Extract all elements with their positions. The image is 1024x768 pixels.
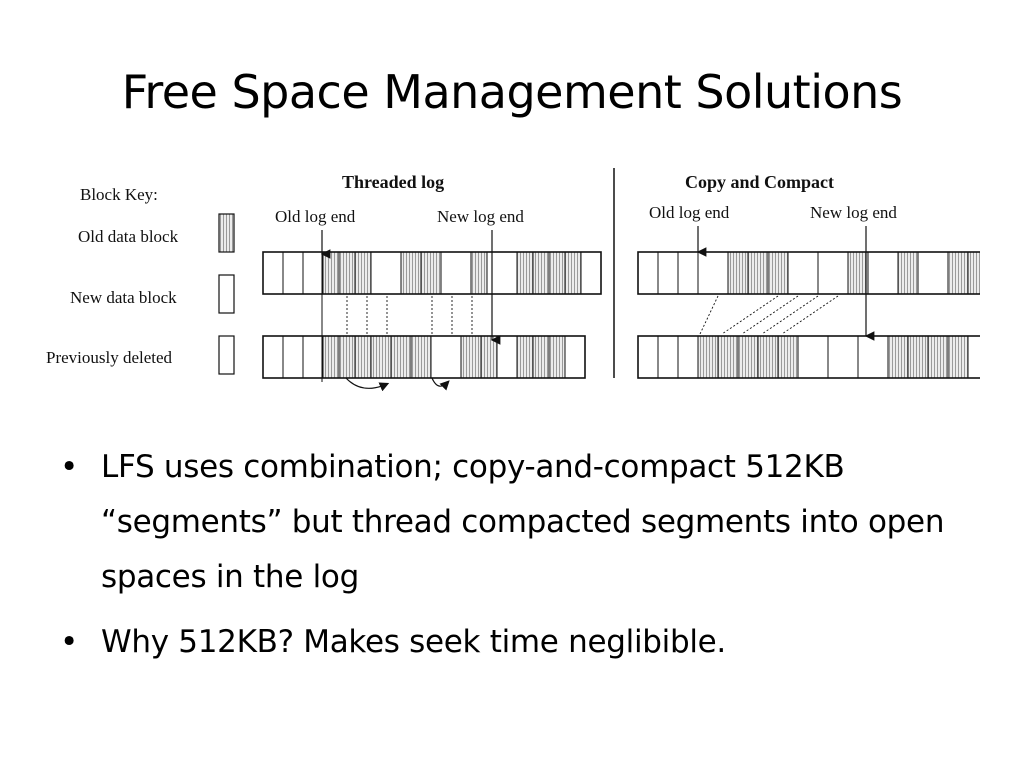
bullet-dot: •: [60, 449, 78, 485]
threaded-log-title: Threaded log: [342, 172, 445, 192]
compact-bottom-block: [908, 336, 928, 378]
key-new-swatch: [219, 275, 234, 313]
compact-old-log-end-label: Old log end: [649, 203, 730, 222]
compact-bottom-block: [888, 336, 908, 378]
threaded-top-block: [355, 252, 371, 294]
compact-top-block: [898, 252, 918, 294]
slide-title: Free Space Management Solutions: [121, 65, 903, 119]
threaded-top-block: [581, 252, 601, 294]
compact-bottom-block: [678, 336, 698, 378]
bullet-item: [60, 615, 960, 670]
key-new-label: New data block: [70, 288, 177, 307]
compact-bottom-block: [638, 336, 658, 378]
threaded-top-block: [421, 252, 441, 294]
bullet-item: [60, 440, 960, 605]
compact-top-block: [748, 252, 768, 294]
key-deleted-label: Previously deleted: [46, 348, 173, 367]
compact-bottom-block: [738, 336, 758, 378]
compact-bottom-block: [928, 336, 948, 378]
threaded-top-block: [565, 252, 581, 294]
threaded-bottom-block: [497, 336, 517, 378]
diagram-canvas: [40, 160, 980, 400]
threaded-skip-arrow: [346, 378, 387, 388]
key-deleted-swatch: [219, 336, 234, 374]
compact-bottom-block: [948, 336, 968, 378]
threaded-bottom-block: [533, 336, 549, 378]
bullet-list: [60, 440, 960, 680]
copy-compact-title: Copy and Compact: [685, 172, 835, 192]
bullet-text: LFS uses combination; copy-and-compact 512KB “segments” but thread compacted segments into open spaces in the log: [101, 449, 945, 595]
compact-bottom-block: [778, 336, 798, 378]
compact-top-block: [968, 252, 980, 294]
threaded-top-block: [339, 252, 355, 294]
threaded-bottom-block: [323, 336, 339, 378]
compact-top-block: [698, 252, 728, 294]
threaded-log-bottom-row: [263, 336, 585, 378]
threaded-bottom-block: [263, 336, 283, 378]
compact-top-block: [818, 252, 848, 294]
copy-compact-bottom-row: [638, 336, 980, 378]
compact-bottom-block: [798, 336, 828, 378]
threaded-bottom-block: [481, 336, 497, 378]
threaded-top-block: [401, 252, 421, 294]
compact-move-line: [700, 296, 718, 334]
compact-top-block: [678, 252, 698, 294]
threaded-bottom-block: [431, 336, 461, 378]
key-old-swatch: [219, 214, 234, 252]
compact-top-block: [868, 252, 898, 294]
copy-compact-top-row: [638, 252, 980, 294]
threaded-log-top-row: [263, 252, 601, 294]
threaded-bottom-block: [391, 336, 411, 378]
threaded-top-block: [441, 252, 471, 294]
threaded-top-block: [549, 252, 565, 294]
threaded-bottom-block: [355, 336, 371, 378]
threaded-new-log-end-label: New log end: [437, 207, 524, 226]
compact-top-block: [948, 252, 968, 294]
threaded-old-log-end-label: Old log end: [275, 207, 356, 226]
key-old-label: Old data block: [78, 227, 179, 246]
compact-top-block: [638, 252, 658, 294]
threaded-top-block: [323, 252, 339, 294]
threaded-bottom-block: [283, 336, 303, 378]
threaded-bottom-block: [339, 336, 355, 378]
compact-top-block: [728, 252, 748, 294]
bullet-text: Why 512KB? Makes seek time neglibible.: [101, 624, 726, 660]
threaded-bottom-block: [371, 336, 391, 378]
threaded-bottom-block: [303, 336, 323, 378]
threaded-top-block: [283, 252, 303, 294]
threaded-bottom-block: [517, 336, 533, 378]
compact-top-block: [768, 252, 788, 294]
bullet-dot: •: [60, 624, 78, 660]
compact-bottom-block: [658, 336, 678, 378]
compact-top-block: [918, 252, 948, 294]
threaded-bottom-block: [411, 336, 431, 378]
compact-top-block: [788, 252, 818, 294]
compact-top-block: [848, 252, 868, 294]
compact-new-log-end-label: New log end: [810, 203, 897, 222]
compact-bottom-block: [828, 336, 858, 378]
threaded-skip-arrow: [432, 378, 448, 386]
compact-bottom-block: [858, 336, 888, 378]
threaded-top-block: [371, 252, 401, 294]
block-key-heading: Block Key:: [80, 185, 158, 204]
compact-bottom-block: [968, 336, 980, 378]
threaded-bottom-block: [549, 336, 565, 378]
threaded-top-block: [263, 252, 283, 294]
threaded-top-block: [303, 252, 323, 294]
threaded-bottom-block: [565, 336, 585, 378]
threaded-bottom-block: [461, 336, 481, 378]
threaded-top-block: [533, 252, 549, 294]
threaded-top-block: [517, 252, 533, 294]
compact-bottom-block: [698, 336, 718, 378]
threaded-top-block: [471, 252, 487, 294]
compact-top-block: [658, 252, 678, 294]
compact-bottom-block: [718, 336, 738, 378]
lfs-free-space-diagram: [40, 160, 980, 400]
compact-bottom-block: [758, 336, 778, 378]
